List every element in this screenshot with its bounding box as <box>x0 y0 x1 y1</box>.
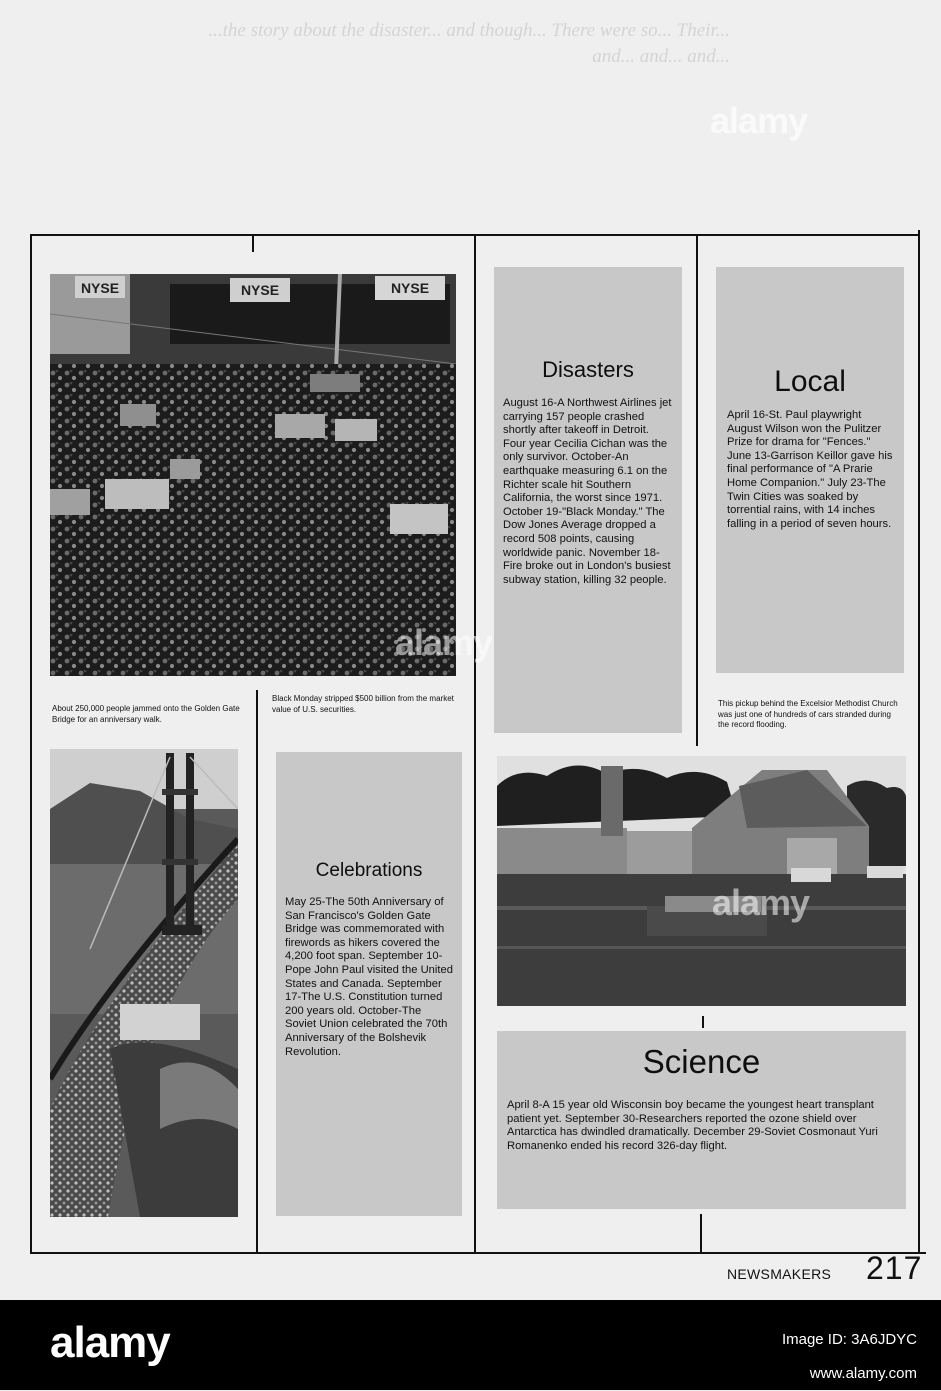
watermark-center: alamy <box>395 622 493 663</box>
divider-col-3-bottom <box>700 1214 702 1252</box>
stock-site: www.alamy.com <box>809 1365 917 1382</box>
divider-col-3 <box>696 234 698 746</box>
celebrations-heading: Celebrations <box>315 860 423 881</box>
sign-left: NYSE <box>80 280 120 296</box>
science-heading: Science <box>642 1043 761 1080</box>
divider-col-1 <box>252 234 254 252</box>
flood-photo <box>497 756 906 1006</box>
stock-meta <box>782 1323 917 1391</box>
frame-bottom <box>30 1252 926 1254</box>
frame-left <box>30 234 32 1254</box>
stock-logo: alamy <box>50 1318 170 1367</box>
celebrations-body: May 25-The 50th Anniversary of San Francisco's Golden Gate Bridge was commemorated with firewords as hikers covered the 4,200 foot span. September 10-Pope John Paul visited the United States and Canada. September 17-The U.S. Constitution turned 200 years old. October-The Soviet Union celebrated the 70th Anniversary of the Bolshevik Revolution. <box>285 896 453 1058</box>
flood-caption: This pickup behind the Excelsior Methodist Church was just one of hundreds of cars stranded during the record flooding. <box>718 699 898 729</box>
bleed-through-text: ...the story about the disaster... and though... There were so... Their... and... and... and... <box>208 20 730 67</box>
science-panel <box>497 1031 906 1209</box>
flood-illustration <box>497 756 906 1006</box>
golden-gate-illustration <box>50 749 238 1217</box>
footer-section-label: NEWSMAKERS <box>727 1266 832 1282</box>
science-body: April 8-A 15 year old Wisconsin boy became the youngest heart transplant patient yet. September 30-Researchers reported the ozone shield over Antarctica has dwindled dramatically. December 29-Soviet Cosmonaut Yuri Romanenko ended his record 326-day flight. <box>507 1099 878 1152</box>
sign-right: NYSE <box>390 280 430 296</box>
divider-col-3-lower <box>702 1016 704 1028</box>
frame-right <box>918 230 920 1252</box>
disasters-panel <box>494 267 682 733</box>
local-body: April 16-St. Paul playwright August Wilson won the Pulitzer Prize for drama for "Fences." June 13-Garrison Keillor gave his final performance of "A Prarie Home Companion." July 23-The Twin Cities was soaked by torrential rains, with 14 inches falling in a period of seven hours. <box>727 409 893 530</box>
local-heading: Local <box>774 365 846 398</box>
watermark-flood: alamy <box>712 882 810 923</box>
divider-col-1-lower <box>256 690 258 1252</box>
page-number: 217 <box>866 1250 923 1286</box>
sign-center: NYSE <box>240 282 280 298</box>
golden-gate-photo <box>50 749 238 1217</box>
stock-exchange-illustration <box>50 274 456 676</box>
golden-gate-caption: About 250,000 people jammed onto the Golden Gate Bridge for an anniversary walk. <box>52 704 240 724</box>
black-monday-caption: Black Monday stripped $500 billion from the market value of U.S. securities. <box>272 694 454 714</box>
image-id: Image ID: 3A6JDYC <box>781 1331 917 1348</box>
celebrations-panel <box>276 752 462 1216</box>
disasters-body: August 16-A Northwest Airlines jet carrying 157 people crashed shortly after takeoff in Detroit. Four year Cecilia Cichan was the only survivor. October-An earthquake measuring 6.1 on the Richter scale hit Southern California, the worst since 1971. October 19-"Black Monday." The Dow Jones Average dropped a record 508 points, causing worldwide panic. November 18-Fire broke out in London's busiest subway station, killing 32 people. <box>503 397 672 586</box>
stock-exchange-photo <box>50 274 456 676</box>
local-panel <box>716 267 904 673</box>
disasters-heading: Disasters <box>542 357 634 382</box>
watermark-top-right: alamy <box>710 100 808 141</box>
divider-center <box>474 234 476 1252</box>
